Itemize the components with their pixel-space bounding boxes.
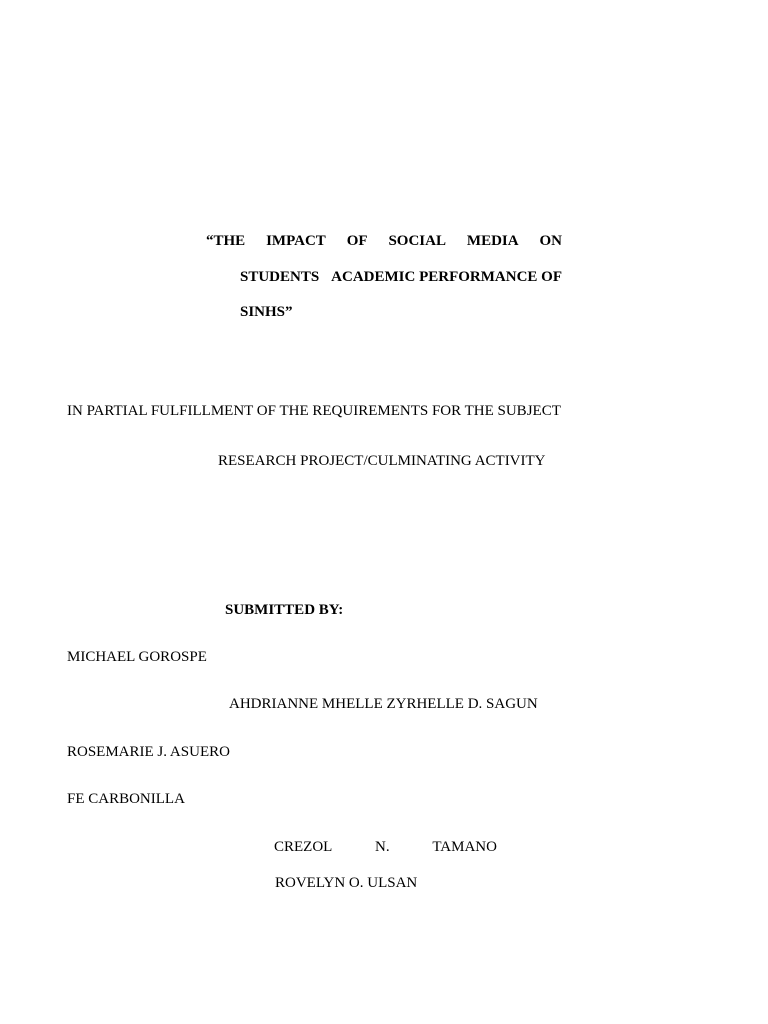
author-name-part: CREZOL bbox=[274, 839, 333, 855]
author-name-part: TAMANO bbox=[432, 839, 497, 855]
title-word: IMPACT bbox=[266, 233, 326, 249]
author-name: AHDRIANNE MHELLE ZYRHELLE D. SAGUN bbox=[229, 696, 538, 712]
title-word: STUDENTS bbox=[240, 269, 320, 285]
title-line-2 bbox=[240, 268, 562, 286]
title-word: MEDIA bbox=[466, 233, 519, 249]
author-name-crezol bbox=[274, 838, 497, 856]
author-name: ROSEMARIE J. ASUERO bbox=[67, 744, 230, 760]
author-name: ROVELYN O. ULSAN bbox=[275, 875, 418, 891]
author-name: FE CARBONILLA bbox=[67, 791, 185, 807]
submitted-by-label: SUBMITTED BY: bbox=[225, 602, 344, 618]
author-name-part: N. bbox=[375, 839, 390, 855]
title-line-1 bbox=[206, 232, 562, 250]
title-word: SOCIAL bbox=[388, 233, 446, 249]
title-word: ACADEMIC PERFORMANCE OF bbox=[331, 269, 562, 285]
title-word: “THE bbox=[206, 233, 246, 249]
title-word: OF bbox=[346, 233, 368, 249]
fulfillment-line-2: RESEARCH PROJECT/CULMINATING ACTIVITY bbox=[218, 453, 546, 469]
fulfillment-line-1: IN PARTIAL FULFILLMENT OF THE REQUIREMENTS FOR THE SUBJECT bbox=[67, 403, 561, 419]
title-word: ON bbox=[539, 233, 562, 249]
author-name: MICHAEL GOROSPE bbox=[67, 649, 207, 665]
title-line-3: SINHS” bbox=[240, 304, 293, 320]
